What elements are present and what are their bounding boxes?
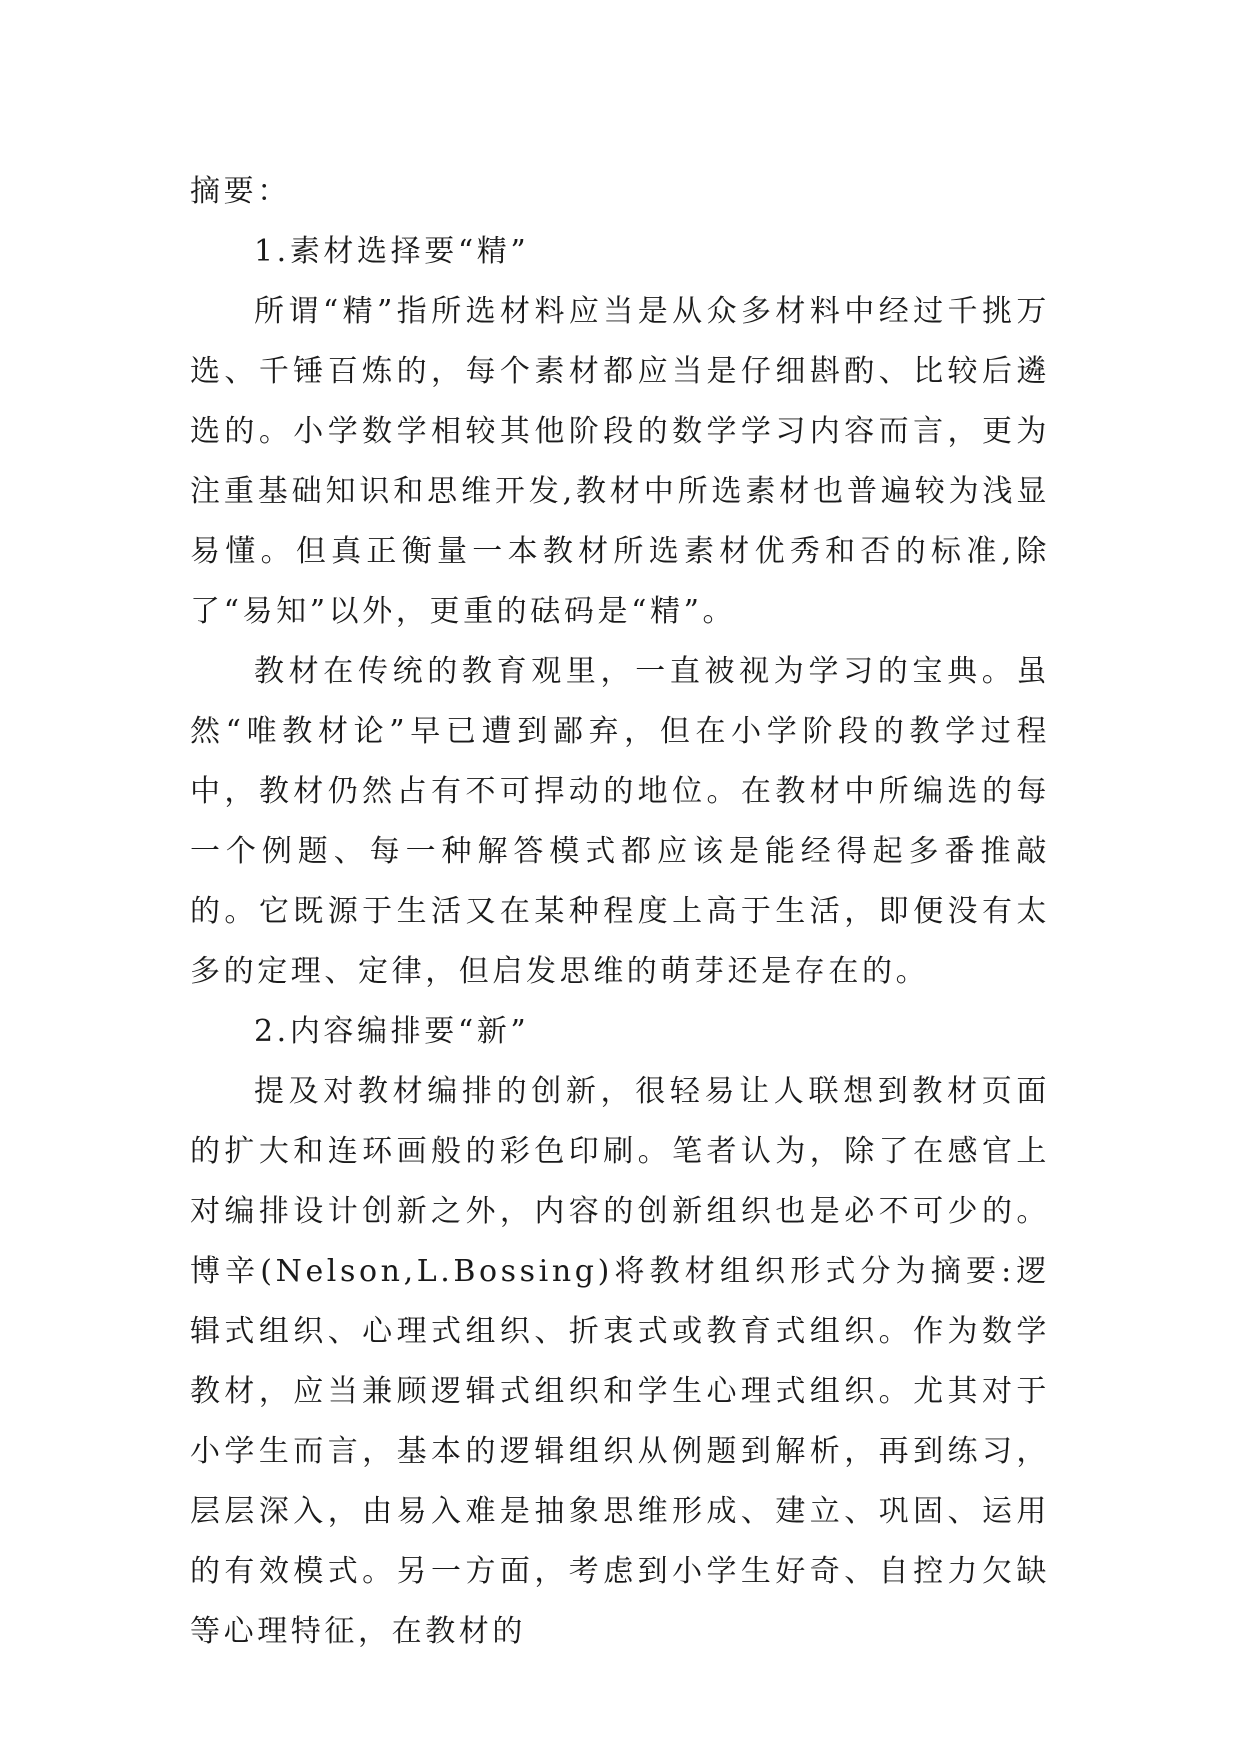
document-body xyxy=(190,162,1050,1662)
paragraph-3: 提及对教材编排的创新，很轻易让人联想到教材页面的扩大和连环画般的彩色印刷。笔者认为，除了在感官上对编排设计创新之外，内容的创新组织也是必不可少的。博辛(Nelson,L.Bossing)将教材组织形式分为摘要:逻辑式组织、心理式组织、折衷式或教育式组织。作为数学教材，应当兼顾逻辑式组织和学生心理式组织。尤其对于小学生而言，基本的逻辑组织从例题到解析，再到练习，层层深入，由易入难是抽象思维形成、建立、巩固、运用的有效模式。另一方面，考虑到小学生好奇、自控力欠缺等心理特征，在教材的 xyxy=(190,1074,1050,1649)
section-2-title: 2.内容编排要“新” xyxy=(254,1014,530,1049)
abstract-heading: 摘要： xyxy=(190,174,291,209)
section-1-title: 1.素材选择要“精” xyxy=(254,234,530,269)
paragraph-2: 教材在传统的教育观里，一直被视为学习的宝典。虽然“唯教材论”早已遭到鄙弃，但在小学阶段的教学过程中，教材仍然占有不可捍动的地位。在教材中所编选的每一个例题、每一种解答模式都应该是能经得起多番推敲的。它既源于生活又在某种程度上高于生活，即便没有太多的定理、定律，但启发思维的萌芽还是存在的。 xyxy=(190,654,1050,989)
paragraph-1: 所谓“精”指所选材料应当是从众多材料中经过千挑万选、千锤百炼的，每个素材都应当是仔细斟酌、比较后遴选的。小学数学相较其他阶段的数学学习内容而言，更为注重基础知识和思维开发,教材中所选素材也普遍较为浅显易懂。但真正衡量一本教材所选素材优秀和否的标准,除了“易知”以外，更重的砝码是“精”。 xyxy=(190,294,1050,629)
